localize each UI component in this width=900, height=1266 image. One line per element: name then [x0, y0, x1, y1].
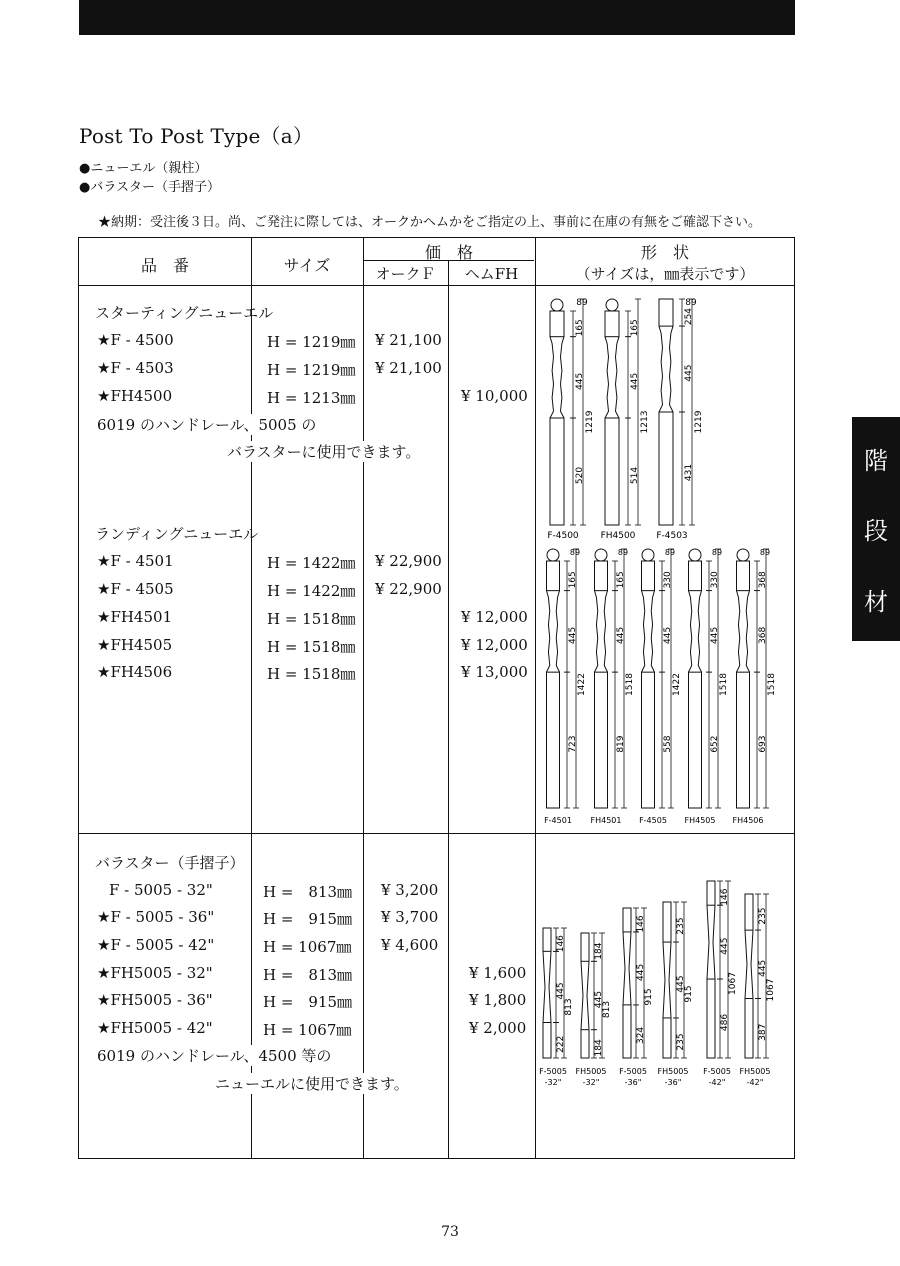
drawing-label: F-5005 — [539, 1067, 567, 1076]
dimension-label: 89 — [576, 298, 588, 308]
header-product-no: 品 番 — [140, 256, 189, 275]
drawing-label: FH4506 — [732, 816, 764, 825]
baluster-bottom-block — [623, 1005, 631, 1058]
dimension-label: 431 — [684, 463, 694, 482]
page-title: Post To Post Type（a） — [79, 124, 314, 148]
post-top-block — [547, 561, 560, 591]
post-turned-profile — [659, 326, 663, 412]
dimension-label: 652 — [710, 735, 720, 753]
header-price: 価 格 — [424, 243, 473, 262]
page-number: 73 — [441, 1224, 459, 1240]
dimension-label: 445 — [594, 990, 604, 1009]
post-square-base — [605, 418, 619, 525]
post-top-block — [595, 561, 608, 591]
dimension-label: 445 — [616, 626, 626, 644]
side-tab-char: 段 — [864, 517, 888, 546]
baluster-top-block — [623, 908, 631, 932]
dimension-label: 445 — [684, 364, 694, 382]
side-tab-char: 階 — [864, 446, 888, 475]
post-top-block — [550, 311, 564, 337]
dimension-label: 235 — [758, 907, 768, 925]
product-code: ★F - 5005 - 36" — [97, 908, 215, 926]
post-top-block — [605, 311, 619, 337]
dimension-label: 819 — [616, 735, 626, 753]
product-code: ★F - 4501 — [97, 552, 174, 570]
dimension-label: 514 — [630, 466, 640, 485]
dimension-label: 235 — [676, 1033, 686, 1051]
dimension-label: 146 — [636, 915, 646, 933]
price-hem: ¥ 12,000 — [461, 636, 528, 654]
dimension-label: 813 — [602, 1000, 612, 1019]
header-oak: オークＦ — [375, 265, 436, 283]
price-oak: ¥ 21,100 — [375, 331, 442, 349]
price-oak: ¥ 22,900 — [375, 552, 442, 570]
dimension-label: 445 — [568, 626, 578, 644]
product-size: H = 1219㎜ — [267, 333, 356, 351]
dimension-label: 445 — [556, 982, 566, 1000]
post-turned-profile — [561, 337, 565, 418]
product-size: H = 1219㎜ — [267, 361, 356, 379]
dimension-label: 146 — [556, 935, 566, 953]
dimension-label: 89 — [664, 548, 676, 557]
dimension-label: 89 — [759, 548, 771, 557]
post-top-block — [642, 561, 655, 591]
dimension-label: 445 — [663, 626, 673, 644]
product-code: ★F - 4503 — [97, 359, 174, 377]
post-top-block — [689, 561, 702, 591]
drawing-label: -36" — [624, 1078, 642, 1087]
dimension-label: 1518 — [719, 673, 729, 696]
price-oak: ¥ 22,900 — [375, 580, 442, 598]
drawing-label: FH5005 — [657, 1067, 689, 1076]
dimension-label: 486 — [720, 1013, 730, 1032]
post-turned-profile — [642, 591, 645, 673]
product-code: ★F - 4500 — [97, 331, 174, 349]
post-turned-profile — [670, 326, 674, 412]
bullet-baluster: ●バラスター（手摺子） — [79, 180, 220, 195]
dimension-label: 445 — [630, 372, 640, 390]
product-size: H = 1518㎜ — [267, 610, 356, 628]
dimension-label: 146 — [720, 888, 730, 906]
post-turned-profile — [689, 591, 692, 673]
side-tab — [852, 417, 900, 641]
dimension-label: 1067 — [728, 972, 738, 995]
baluster-top-block — [663, 902, 671, 942]
baluster-bottom-block — [663, 1018, 671, 1058]
post-ball — [547, 549, 559, 561]
dimension-label: 330 — [663, 571, 673, 589]
post-ball — [606, 299, 618, 311]
post-square-base — [689, 672, 702, 808]
dimension-label: 165 — [575, 319, 585, 337]
product-size: H = 1518㎜ — [267, 665, 356, 683]
post-square-base — [737, 672, 750, 808]
col-divider — [448, 260, 449, 1158]
price-hem: ¥ 2,000 — [469, 1019, 527, 1037]
post-ball — [642, 549, 654, 561]
product-code: F - 5005 - 32" — [109, 881, 213, 899]
product-code: ★FH5005 - 36" — [97, 991, 213, 1009]
baluster-turned-profile — [663, 942, 671, 1018]
drawing-label: -42" — [708, 1078, 726, 1087]
dimension-label: 1518 — [767, 673, 777, 696]
baluster-turned-profile — [543, 951, 551, 1022]
price-oak: ¥ 3,700 — [381, 908, 439, 926]
dimension-label: 693 — [758, 735, 768, 753]
dimension-label: 1067 — [766, 978, 776, 1002]
dimension-label: 165 — [568, 571, 578, 589]
dimension-label: 89 — [569, 548, 581, 557]
header-size: サイズ — [283, 256, 331, 275]
dimension-label: 254 — [684, 307, 694, 326]
product-code: ★FH4506 — [97, 663, 173, 681]
price-hem: ¥ 10,000 — [461, 387, 528, 405]
drawing-label: FH5005 — [739, 1067, 771, 1076]
dimension-label: 445 — [575, 372, 585, 390]
row-divider — [79, 833, 794, 834]
usage-note: 6019 のハンドレール、4500 等の — [97, 1047, 332, 1065]
post-ball — [595, 549, 607, 561]
price-hem: ¥ 1,800 — [469, 991, 527, 1009]
baluster-top-block — [581, 933, 589, 961]
product-table — [78, 237, 795, 1159]
post-turned-profile — [595, 591, 598, 673]
dimension-label: 445 — [636, 963, 646, 982]
drawing-label: F-4505 — [639, 816, 667, 825]
product-code: ★FH4505 — [97, 636, 173, 654]
dimension-label: 445 — [676, 975, 686, 993]
price-oak: ¥ 21,100 — [375, 359, 442, 377]
col-divider — [363, 238, 364, 1158]
drawing-label: F-4500 — [547, 531, 579, 541]
drawing-label: -32" — [544, 1078, 562, 1087]
usage-note: 6019 のハンドレール、5005 の — [97, 416, 317, 434]
product-size: H = 915㎜ — [263, 910, 353, 928]
drawing-label: FH4501 — [590, 816, 622, 825]
dimension-label: 330 — [710, 571, 720, 589]
dimension-label: 723 — [568, 735, 578, 753]
dimension-label: 368 — [758, 626, 768, 644]
post-turned-profile — [550, 337, 554, 418]
post-turned-profile — [616, 337, 620, 418]
baluster-turned-profile — [581, 961, 589, 1029]
dimension-label: 445 — [758, 959, 768, 977]
baluster-top-block — [543, 928, 551, 951]
product-size: H = 1067㎜ — [263, 938, 352, 956]
dimension-label: 235 — [676, 917, 686, 935]
header-hem: ヘムFH — [464, 265, 519, 283]
price-hem: ¥ 1,600 — [469, 964, 527, 982]
product-code: ★F - 4505 — [97, 580, 174, 598]
dimension-label: 558 — [663, 735, 673, 753]
drawing-label: FH4505 — [684, 816, 716, 825]
dimension-label: 89 — [711, 548, 723, 557]
post-ball — [551, 299, 563, 311]
product-code: ★FH5005 - 32" — [97, 964, 213, 982]
dimension-label: 184 — [594, 942, 604, 960]
dimension-label: 915 — [684, 985, 694, 1003]
header-shape: 形 状 — [640, 243, 689, 262]
dimension-label: 445 — [710, 626, 720, 644]
drawing-label: -42" — [746, 1078, 764, 1087]
side-tab-char: 材 — [864, 588, 888, 617]
price-oak: ¥ 4,600 — [381, 936, 439, 954]
product-code: ★F - 5005 - 42" — [97, 936, 215, 954]
product-size: H = 1213㎜ — [267, 389, 356, 407]
product-size: H = 813㎜ — [263, 883, 353, 901]
product-code: ★FH4500 — [97, 387, 173, 405]
post-square-base — [550, 418, 564, 525]
bullet-newel: ●ニューエル（親柱） — [79, 161, 208, 176]
baluster-turned-profile — [707, 905, 715, 979]
dimension-label: 1213 — [640, 410, 650, 434]
section-heading: スターティングニューエル — [95, 304, 274, 322]
post-square-base — [642, 672, 655, 808]
drawing-label: F-4501 — [544, 816, 572, 825]
baluster-bottom-block — [745, 999, 753, 1058]
baluster-bottom-block — [543, 1023, 551, 1058]
product-size: H = 1422㎜ — [267, 582, 356, 600]
price-hem: ¥ 12,000 — [461, 608, 528, 626]
row-divider — [79, 285, 794, 286]
dimension-label: 813 — [564, 998, 574, 1016]
post-turned-profile — [698, 591, 701, 673]
dimension-label: 324 — [636, 1026, 646, 1045]
dimension-label: 445 — [720, 937, 730, 955]
post-turned-profile — [651, 591, 654, 673]
drawing-label: F-5005 — [619, 1067, 647, 1076]
baluster-turned-profile — [745, 930, 753, 998]
post-square-base — [595, 672, 608, 808]
post-ball — [737, 549, 749, 561]
dimension-label: 1518 — [625, 673, 635, 696]
dimension-label: 1422 — [577, 673, 587, 696]
product-size: H = 1067㎜ — [263, 1021, 352, 1039]
dimension-label: 368 — [758, 571, 768, 589]
usage-note: バラスターに使用できます。 — [227, 443, 421, 461]
delivery-note: ★納期：受注後３日。尚、ご発注に際しては、オークかヘムかをご指定の上、事前に在庫の有無をご確認下さい。 — [98, 215, 762, 230]
price-hem: ¥ 13,000 — [461, 663, 528, 681]
header-bar — [79, 0, 795, 35]
post-turned-profile — [737, 591, 740, 673]
section-heading: ランディングニューエル — [95, 525, 259, 543]
post-square-base — [547, 672, 560, 808]
dimension-label: 520 — [575, 466, 585, 485]
drawing-label: F-4503 — [656, 531, 688, 541]
dimension-label: 89 — [617, 548, 629, 557]
dimension-label: 1219 — [694, 410, 704, 434]
dimension-label: 1422 — [672, 673, 682, 696]
product-size: H = 1422㎜ — [267, 554, 356, 572]
drawing-label: -36" — [664, 1078, 682, 1087]
usage-note: ニューエルに使用できます。 — [215, 1075, 409, 1093]
post-turned-profile — [547, 591, 550, 673]
post-ball — [689, 549, 701, 561]
product-size: H = 915㎜ — [263, 993, 353, 1011]
post-square-base — [659, 412, 673, 525]
dimension-label: 165 — [616, 571, 626, 589]
dimension-label: 1219 — [585, 410, 595, 434]
section-heading: バラスター（手摺子） — [95, 854, 245, 872]
drawing-label: FH5005 — [575, 1067, 607, 1076]
dimension-label: 387 — [758, 1023, 768, 1041]
product-size: H = 1518㎜ — [267, 638, 356, 656]
post-top-block — [659, 299, 673, 326]
header-shape-note: （サイズは，㎜表示です） — [575, 265, 755, 283]
post-turned-profile — [746, 591, 749, 673]
baluster-drawings — [535, 878, 795, 1098]
drawing-label: FH4500 — [600, 531, 636, 541]
price-oak: ¥ 3,200 — [381, 881, 439, 899]
baluster-bottom-block — [581, 1030, 589, 1058]
dimension-label: 915 — [644, 988, 654, 1006]
dimension-label: 184 — [594, 1039, 604, 1057]
product-size: H = 813㎜ — [263, 966, 353, 984]
post-turned-profile — [556, 591, 559, 673]
product-code: ★FH4501 — [97, 608, 173, 626]
post-turned-profile — [604, 591, 607, 673]
post-turned-profile — [605, 337, 609, 418]
drawing-label: F-5005 — [703, 1067, 731, 1076]
baluster-turned-profile — [623, 932, 631, 1005]
dimension-label: 222 — [556, 1035, 566, 1053]
landing-newel-drawings — [535, 543, 795, 828]
col-divider — [251, 238, 252, 1158]
dimension-label: 165 — [630, 319, 640, 337]
starting-newel-drawings — [535, 293, 795, 543]
baluster-top-block — [707, 881, 715, 905]
baluster-top-block — [745, 894, 753, 930]
baluster-bottom-block — [707, 979, 715, 1058]
drawing-label: -32" — [582, 1078, 600, 1087]
post-top-block — [737, 561, 750, 591]
dimension-label: 89 — [685, 298, 697, 308]
product-code: ★FH5005 - 42" — [97, 1019, 213, 1037]
